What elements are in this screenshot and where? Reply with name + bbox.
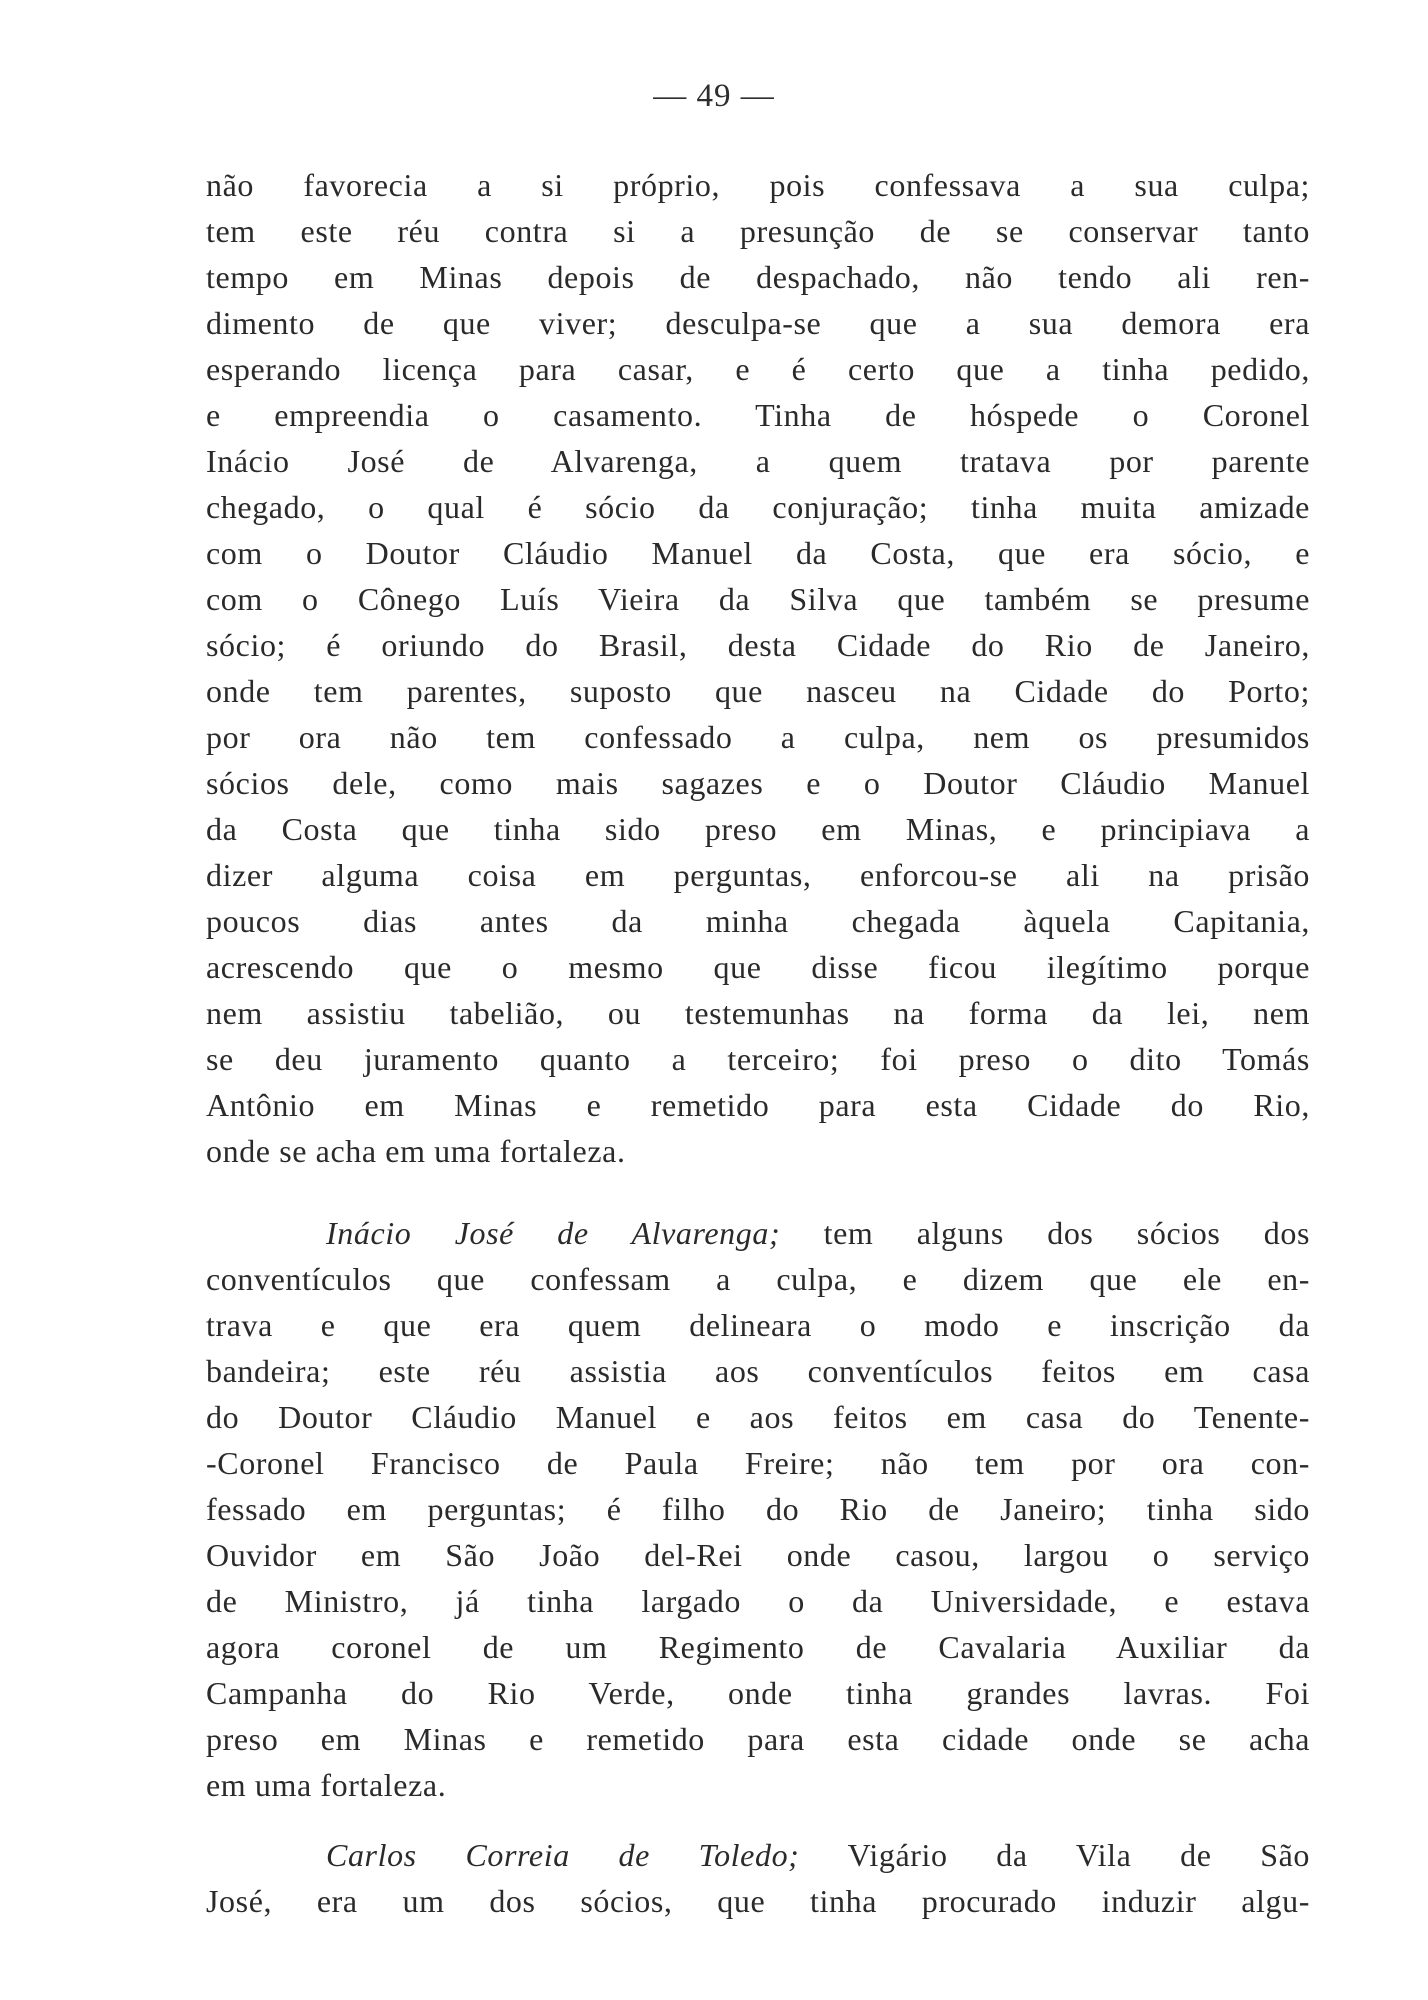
text-line: sócio; é oriundo do Brasil, desta Cidade do Rio de Janeiro, xyxy=(206,627,1310,663)
text-line: tem este réu contra si a presunção de se conservar tanto xyxy=(206,213,1310,249)
text-line: -Coronel Francisco de Paula Freire; não tem por ora con- xyxy=(206,1445,1310,1481)
text-line: trava e que era quem delineara o modo e inscrição da xyxy=(206,1307,1310,1343)
paragraph-inacio-jose-de-alvarenga xyxy=(206,1210,1310,1808)
text-line: e empreendia o casamento. Tinha de hóspede o Coronel xyxy=(206,397,1310,433)
person-name: Inácio José de Alvarenga; xyxy=(326,1215,781,1251)
text-line: tempo em Minas depois de despachado, não tendo ali ren- xyxy=(206,259,1310,295)
text-line: agora coronel de um Regimento de Cavalaria Auxiliar da xyxy=(206,1629,1310,1665)
text-line: dimento de que viver; desculpa-se que a sua demora era xyxy=(206,305,1310,341)
text-line: Inácio José de Alvarenga, a quem tratava por parente xyxy=(206,443,1310,479)
page-number: — 49 — xyxy=(653,78,775,114)
text-line: preso em Minas e remetido para esta cidade onde se acha xyxy=(206,1721,1310,1757)
text-line: chegado, o qual é sócio da conjuração; tinha muita amizade xyxy=(206,489,1310,525)
text-line: bandeira; este réu assistia aos conventículos feitos em casa xyxy=(206,1353,1310,1389)
text-run: tem alguns dos sócios dos xyxy=(823,1215,1311,1251)
text-run: Vigário da Vila de São xyxy=(847,1837,1311,1873)
text-line: Antônio em Minas e remetido para esta Cidade do Rio, xyxy=(206,1087,1310,1123)
text-line: fessado em perguntas; é filho do Rio de Janeiro; tinha sido xyxy=(206,1491,1310,1527)
text-line: com o Doutor Cláudio Manuel da Costa, que era sócio, e xyxy=(206,535,1310,571)
text-line: do Doutor Cláudio Manuel e aos feitos em casa do Tenente- xyxy=(206,1399,1310,1435)
text-line xyxy=(206,1832,1310,1878)
text-line: acrescendo que o mesmo que disse ficou ilegítimo porque xyxy=(206,949,1310,985)
text-line: não favorecia a si próprio, pois confessava a sua culpa; xyxy=(206,167,1310,203)
text-line: poucos dias antes da minha chegada àquela Capitania, xyxy=(206,903,1310,939)
person-name: Carlos Correia de Toledo; xyxy=(326,1837,800,1873)
text-line xyxy=(206,1210,1310,1256)
text-line: José, era um dos sócios, que tinha procurado induzir algu- xyxy=(206,1883,1310,1919)
text-line: nem assistiu tabelião, ou testemunhas na forma da lei, nem xyxy=(206,995,1310,1031)
text-line: por ora não tem confessado a culpa, nem os presumidos xyxy=(206,719,1310,755)
text-line: onde se acha em uma fortaleza. xyxy=(206,1133,626,1169)
text-line: dizer alguma coisa em perguntas, enforcou-se ali na prisão xyxy=(206,857,1310,893)
text-line: sócios dele, como mais sagazes e o Doutor Cláudio Manuel xyxy=(206,765,1310,801)
text-line: de Ministro, já tinha largado o da Universidade, e estava xyxy=(206,1583,1310,1619)
paragraph-carlos-correia-de-toledo xyxy=(206,1832,1310,1924)
text-line: Ouvidor em São João del-Rei onde casou, largou o serviço xyxy=(206,1537,1310,1573)
text-line: se deu juramento quanto a terceiro; foi preso o dito Tomás xyxy=(206,1041,1310,1077)
paragraph-tomas-antonio xyxy=(206,162,1310,1174)
text-line: onde tem parentes, suposto que nasceu na Cidade do Porto; xyxy=(206,673,1310,709)
text-line: em uma fortaleza. xyxy=(206,1767,447,1803)
text-line: com o Cônego Luís Vieira da Silva que também se presume xyxy=(206,581,1310,617)
text-line: da Costa que tinha sido preso em Minas, e principiava a xyxy=(206,811,1310,847)
text-line: conventículos que confessam a culpa, e dizem que ele en- xyxy=(206,1261,1310,1297)
text-line: esperando licença para casar, e é certo que a tinha pedido, xyxy=(206,351,1310,387)
text-line: Campanha do Rio Verde, onde tinha grandes lavras. Foi xyxy=(206,1675,1310,1711)
